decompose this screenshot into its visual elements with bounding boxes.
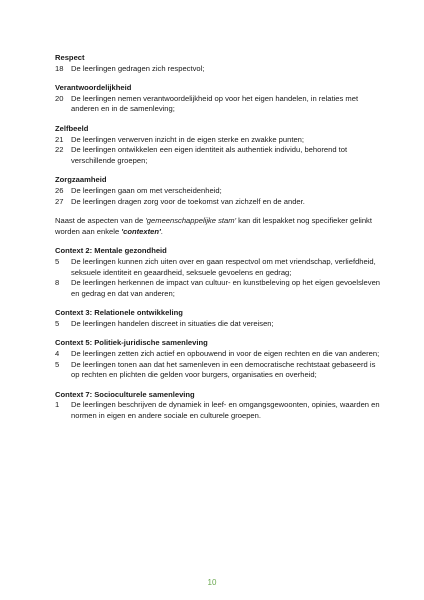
section-heading: Verantwoordelijkheid [55,83,132,93]
section [55,338,385,380]
goal-number: 5 [55,359,60,369]
goal-item [55,94,385,115]
goal-text: De leerlingen ontwikkelen een eigen identiteit als authentiek individu, behorend tot verschillende groepen; [71,145,348,165]
goal-item [55,145,385,166]
section [55,124,385,166]
goal-text: De leerlingen beschrijven de dynamiek in leef- en omgangsgewoonten, opinies, waarden en normen in eigen en andere sociale en culturele groepen. [71,400,380,421]
intro-text-2: kan dit lespakket nog specifieker gelinkt worden aan enkele [55,216,372,236]
goal-text: De leerlingen gedragen zich respectvol; [71,63,205,73]
section [55,390,385,422]
section [55,308,385,329]
section-heading: Respect [55,53,85,62]
goal-item [55,257,385,278]
section-heading: Context 5: Politiek-juridische samenleving [55,338,208,348]
section-heading: Context 3: Relationele ontwikkeling [55,308,183,318]
goal-text: De leerlingen herkennen de impact van cultuur- en kunstbeleving op het eigen gevoelsleven en gedrag en dat van anderen; [71,278,381,298]
goal-item [55,197,385,208]
section [55,83,385,115]
goal-number: 20 [55,93,64,103]
goal-text: De leerlingen handelen discreet in situaties die dat vereisen; [71,318,274,328]
section-heading: Context 7: Socioculturele samenleving [55,389,195,399]
section-heading: Context 2: Mentale gezondheid [55,246,167,256]
section-heading: Zorgzaamheid [55,175,107,185]
document-body [55,53,385,431]
intro-emphasis-stam: 'gemeenschappelijke stam' [145,216,237,226]
page-number: 10 [207,578,217,587]
goal-text: De leerlingen nemen verantwoordelijkheid op voor het eigen handelen, in relaties met anderen en in de samenleving; [71,93,359,114]
goal-number: 5 [55,256,60,266]
section [55,175,385,207]
goal-item [55,278,385,299]
goal-number: 5 [55,318,60,328]
intro-emphasis-contexten: 'contexten' [121,226,161,236]
section-heading: Zelfbeeld [55,123,89,133]
goal-item [55,186,385,197]
goal-text: De leerlingen gaan om met verscheidenheid; [71,185,222,195]
intro-text-1: Naast de aspecten van de [55,216,146,226]
goal-item [55,135,385,146]
goal-text: De leerlingen kunnen zich uiten over en gaan respectvol om met vriendschap, verliefdheid, seksuele identiteit en geaardheid, seksuele gevoelens en gedrag; [71,256,376,277]
goal-number: 1 [55,400,60,410]
goal-text: De leerlingen zetten zich actief en opbouwend in voor de eigen rechten en die van anderen; [71,349,380,359]
intro-text-3: . [160,226,163,236]
section [55,246,385,299]
goal-number: 21 [55,134,64,144]
goal-item [55,319,385,330]
goal-item [55,400,385,421]
goal-number: 4 [55,349,60,359]
goal-item [55,349,385,360]
goal-number: 8 [55,278,60,288]
goal-text: De leerlingen verwerven inzicht in de eigen sterke en zwakke punten; [71,134,305,144]
goals-sections [55,53,385,207]
goal-item [55,64,385,75]
goal-text: De leerlingen dragen zorg voor de toekomst van zichzelf en de ander. [71,196,305,206]
contexts-intro [55,216,385,237]
goal-number: 22 [55,145,64,155]
context-sections [55,246,385,421]
goal-item [55,360,385,381]
goal-number: 27 [55,196,64,206]
goal-text: De leerlingen tonen aan dat het samenleven in een democratische rechtstaat gebaseerd is op rechten en plichten die gelden voor burgers, organisaties en overheid; [71,359,376,380]
goal-number: 18 [55,63,64,73]
section [55,53,385,74]
goal-number: 26 [55,185,64,195]
